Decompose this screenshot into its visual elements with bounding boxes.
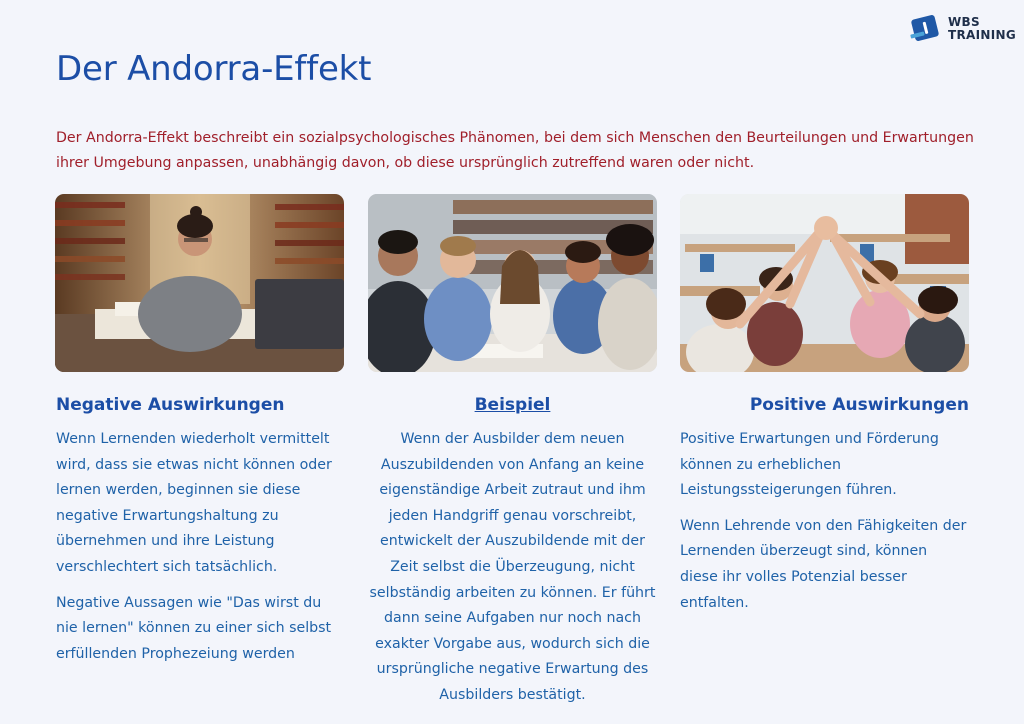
logo-mark-icon [911, 14, 940, 41]
students-high-five-photo [680, 194, 969, 372]
example-paragraph: Wenn der Ausbilder dem neuen Auszubildenden von Anfang an keine eigenständige Arbeit zutraut und ihm jeden Handgriff genau vorschreibt, entwickelt der Auszubildende mit der Zeit selbst die Überzeugung, nicht selbständig arbeiten zu können. Er führt dann seine Aufgaben nur noch nach exakter Vorgabe aus, wodurch sich die ursprüngliche negative Erwartung des Ausbilders bestätigt. [369, 431, 656, 703]
positive-effects-paragraph-1: Positive Erwartungen und Förderung können zu erheblichen Leistungssteigerungen führen. [680, 431, 939, 499]
wbs-training-logo [910, 14, 1014, 46]
example-column [368, 393, 657, 719]
negative-effects-paragraph-1: Wenn Lernenden wiederholt vermittelt wird, dass sie etwas nicht können oder lernen werden, beginnen sie diese negative Erwartungshaltung zu übernehmen und ihre Leistung verschlechtert sich tatsächlich. [56, 431, 332, 575]
logo-wordmark [948, 16, 1016, 42]
negative-effects-heading: Negative Auswirkungen [56, 395, 285, 415]
example-heading: Beispiel [474, 395, 551, 415]
group-discussion-photo [368, 194, 657, 372]
positive-effects-column [680, 393, 969, 626]
logo-line-1: WBS [948, 15, 980, 29]
positive-effects-heading: Positive Auswirkungen [749, 395, 969, 415]
page-title: Der Andorra-Effekt [56, 49, 372, 89]
negative-effects-paragraph-2: Negative Aussagen wie "Das wirst du nie lernen" können zu einer sich selbst erfüllenden Prophezeiung werden [56, 594, 332, 662]
logo-line-2: TRAINING [948, 28, 1016, 42]
student-studying-photo [55, 194, 344, 372]
negative-effects-column [56, 393, 345, 677]
intro-paragraph: Der Andorra-Effekt beschreibt ein sozialpsychologisches Phänomen, bei dem sich Menschen den Beurteilungen und Erwartungen ihrer Umgebung anpassen, unabhängig davon, ob diese ursprünglich zutreffend waren oder nicht. [56, 130, 974, 171]
positive-effects-paragraph-2: Wenn Lehrende von den Fähigkeiten der Lernenden überzeugt sind, können diese ihr volles Potenzial besser entfalten. [680, 517, 967, 611]
